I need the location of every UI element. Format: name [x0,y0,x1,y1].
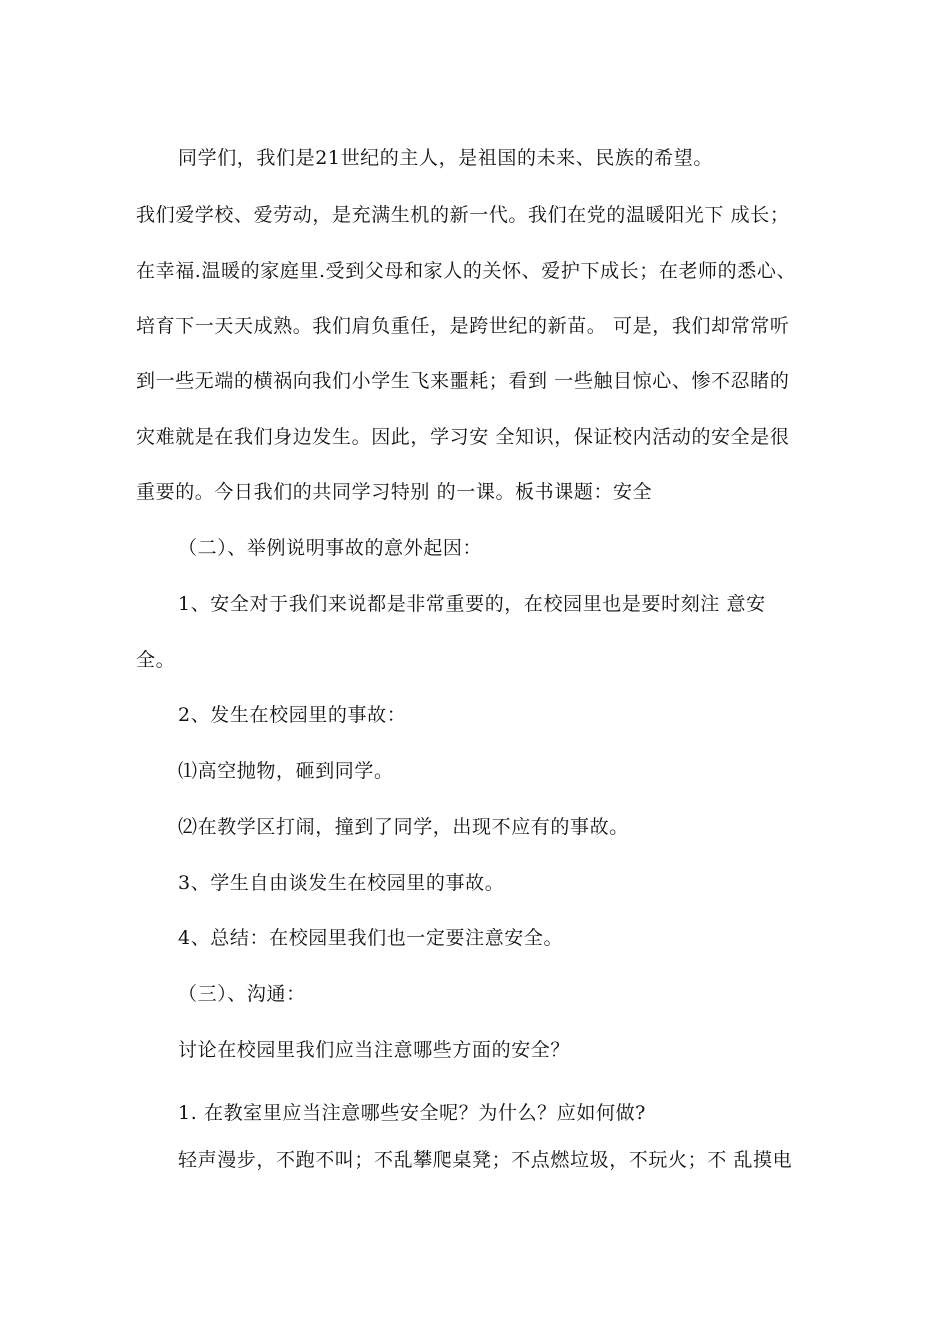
sub-list-item: ⑴高空抛物，砸到同学。 [178,760,394,782]
list-item: 4、总结：在校园里我们也一定要注意安全。 [178,927,564,949]
list-item: 1、安全对于我们来说都是非常重要的，在校园里也是要时刻注 意安 [178,593,766,615]
paragraph-line: 在幸福.温暖的家庭里.受到父母和家人的关怀、爱护下成长；在老师的悉心、 [136,260,797,282]
paragraph-line: 轻声漫步，不跑不叫；不乱攀爬桌凳；不点燃垃圾，不玩火；不 乱摸电 [178,1149,793,1171]
sub-list-item: ⑵在教学区打闹，撞到了同学，出现不应有的事故。 [178,816,629,838]
paragraph-line: 灾难就是在我们身边发生。因此，学习安 全知识，保证校内活动的安全是很 [136,426,790,448]
section-heading: （三）、沟通： [178,983,306,1005]
list-item: 3、学生自由谈发生在校园里的事故。 [178,872,505,894]
section-heading: （二）、举例说明事故的意外起因： [178,537,483,559]
paragraph-line: 到一些无端的横祸向我们小学生飞来噩耗；看到 一些触目惊心、惨不忍睹的 [136,370,790,392]
paragraph-line: 重要的。今日我们的共同学习特别 的一课。板书课题：安全 [136,481,653,503]
list-item: 2、发生在校园里的事故： [178,704,407,726]
paragraph-line: 讨论在校园里我们应当注意哪些方面的安全？ [178,1039,571,1061]
list-item-continuation: 全。 [136,649,176,671]
list-item: 1. 在教室里应当注意哪些安全呢？为什么？应如何做? [178,1102,646,1124]
paragraph-line: 同学们，我们是21世纪的主人，是祖国的未来、民族的希望。 [178,147,713,169]
paragraph-line: 培育下一天天成熟。我们肩负重任，是跨世纪的新苗。 可是，我们却常常听 [136,315,790,337]
paragraph-line: 我们爱学校、爱劳动，是充满生机的新一代。我们在党的温暖阳光下 成长； [136,204,790,226]
